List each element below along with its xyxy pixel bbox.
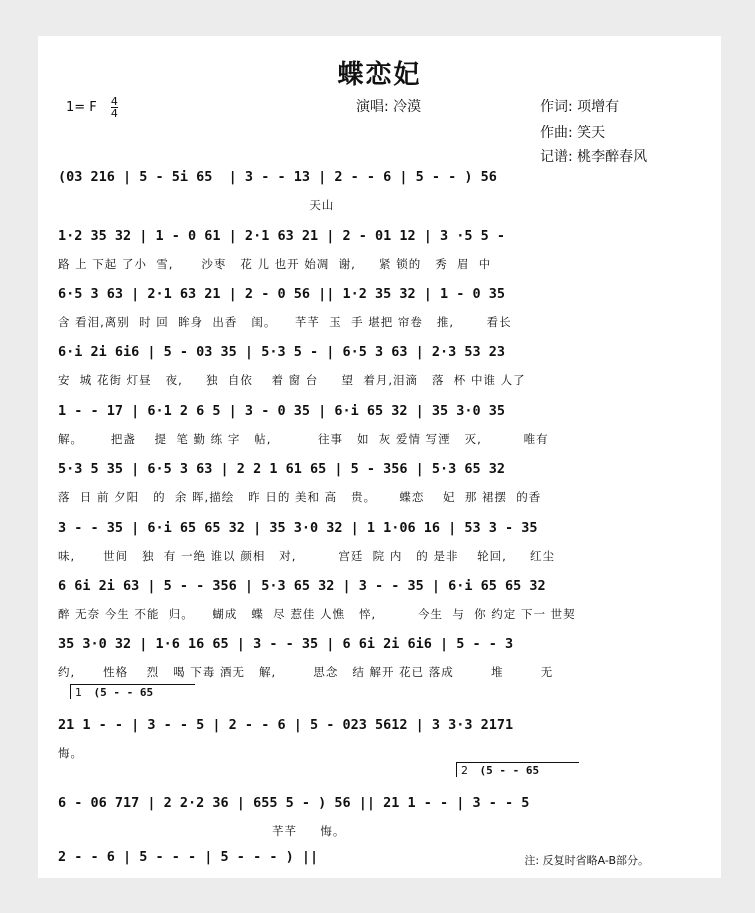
volta-notes: (5 - - 65 — [479, 764, 540, 777]
lyrics-line: 路 上 下起 了小 雪, 沙枣 花 儿 也开 始凋 谢, 紧 锁的 秀 眉 中 — [58, 257, 492, 271]
singer-credit: 演唱: 冷漠 — [356, 99, 422, 115]
lyrics-line: 落 日 前 夕阳 的 余 晖,描绘 昨 日的 美和 高 贵。 蝶恋 妃 那 裙摆 的香 — [58, 490, 542, 504]
footnote: 注: 反复时省略A-B部分。 — [524, 854, 649, 867]
lyrics-line: 味, 世间 独 有 一绝 谁以 颜相 对, 宫廷 院 内 的 是非 轮回, 红尘 — [58, 549, 555, 563]
score-row — [58, 515, 703, 573]
score-row — [58, 712, 703, 770]
transcriber-credit: 记谱: 桃李醉春风 — [540, 149, 648, 165]
notation-line: 35 3·0 32 | 1·6 16 65 | 3 - - 35 | 6 6i 2i 6i6 | 5 - - 3 — [58, 636, 514, 652]
score-row — [58, 790, 703, 848]
score-row — [58, 281, 703, 339]
notation-line: 5·3 5 35 | 6·5 3 63 | 2 2 1 61 65 | 5 - 356 | 5·3 65 32 — [58, 461, 506, 477]
time-signature — [111, 96, 118, 119]
time-denominator: 4 — [110, 107, 118, 120]
lyrics-line: 约, 性格 烈 喝 下毒 酒无 解, 思念 结 解开 花已 落成 堆 无 — [58, 665, 554, 679]
score-row — [58, 164, 703, 222]
notation-line: 6·5 3 63 | 2·1 63 21 | 2 - 0 56 || 1·2 35 32 | 1 - 0 35 — [58, 286, 506, 302]
key-signature — [66, 96, 118, 119]
lyrics-line: 安 城 花街 灯昼 夜, 独 自依 着 窗 台 望 着月,泪滴 落 杯 中谁 人了 — [58, 373, 526, 387]
volta-notes: (5 - - 65 — [93, 686, 154, 699]
score-row — [58, 339, 703, 397]
lyrics-line: 芊芊 悔。 — [58, 824, 346, 838]
score-row — [58, 456, 703, 514]
notation-line: 6 - 06 717 | 2 2·2 36 | 655 5 - ) 56 || 21 1 - - | 3 - - 5 — [58, 795, 530, 811]
lyrics-line: 天山 — [58, 198, 335, 212]
key-label: 1= F — [66, 100, 97, 115]
score-row — [58, 223, 703, 281]
lyrics-line: 悔。 — [58, 746, 83, 760]
volta-bracket-second — [456, 762, 579, 777]
composer-credit: 作曲: 笑天 — [540, 125, 606, 141]
lyrics-line: 解。 把盏 提 笔 勤 练 字 帖, 往事 如 灰 爱情 写湮 灭, 唯有 — [58, 432, 549, 446]
notation-line: (03 216 | 5 - 5i 65 | 3 - - 13 | 2 - - 6 | 5 - - ) 56 — [58, 169, 497, 185]
song-title: 蝶恋妃 — [337, 60, 422, 90]
notation-line: 21 1 - - | 3 - - 5 | 2 - - 6 | 5 - 023 5612 | 3 3·3 2171 — [58, 717, 514, 733]
volta-number: 1 — [75, 686, 82, 699]
time-numerator: 4 — [110, 95, 118, 108]
notation-line: 2 - - 6 | 5 - - - | 5 - - - ) || — [58, 849, 319, 865]
volta-number: 2 — [461, 764, 468, 777]
notation-line: 6·i 2i 6i6 | 5 - 03 35 | 5·3 5 - | 6·5 3 63 | 2·3 53 23 — [58, 344, 506, 360]
score-row — [58, 573, 703, 631]
notation-line: 6 6i 2i 63 | 5 - - 356 | 5·3 65 32 | 3 - - 35 | 6·i 65 65 32 — [58, 578, 546, 594]
score-row — [58, 398, 703, 456]
notation-line: 1·2 35 32 | 1 - 0 61 | 2·1 63 21 | 2 - 01 12 | 3 ·5 5 - — [58, 228, 506, 244]
volta-bracket-first — [70, 684, 195, 699]
score-row — [58, 631, 703, 689]
lyricist-credit: 作词: 项增有 — [540, 99, 620, 115]
notation-line: 1 - - 17 | 6·1 2 6 5 | 3 - 0 35 | 6·i 65 32 | 35 3·0 35 — [58, 403, 506, 419]
notation-line: 3 - - 35 | 6·i 65 65 32 | 35 3·0 32 | 1 1·06 16 | 53 3 - 35 — [58, 520, 538, 536]
lyrics-line: 含 看泪,离别 时 回 眸身 出香 闺。 芊芊 玉 手 堪把 帘卷 推, 看长 — [58, 315, 512, 329]
score-sheet — [38, 36, 721, 878]
lyrics-line: 醉 无奈 今生 不能 归。 蝴成 蝶 尽 惹佳 人憔 悴, 今生 与 你 约定 下一 世契 — [58, 607, 576, 621]
